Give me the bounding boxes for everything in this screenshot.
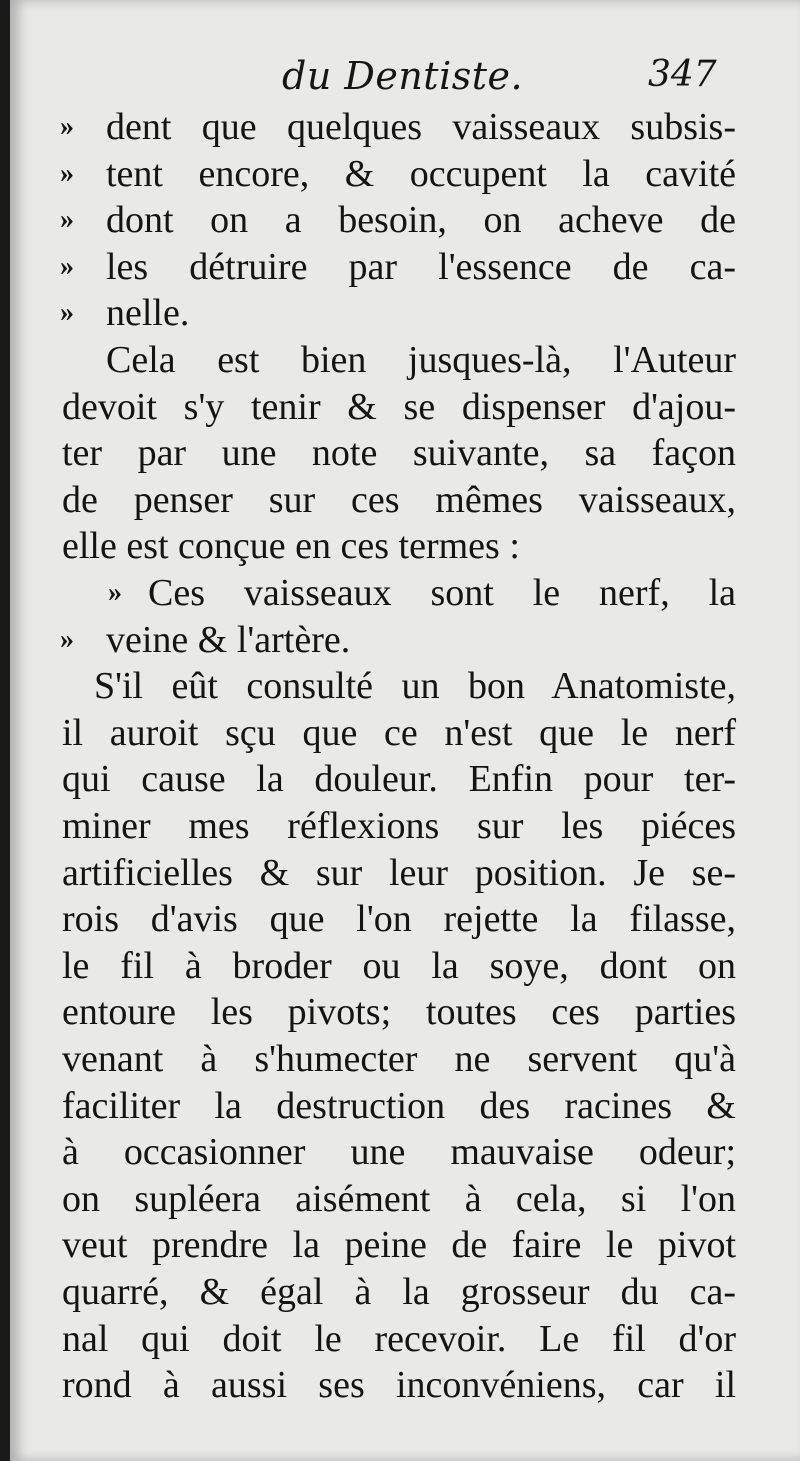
quotation-mark: » [60,204,74,236]
text-line [10,570,800,616]
text-line [10,384,800,430]
text-line [10,617,800,663]
text-line [10,197,800,243]
line-text: on supléera aisément à cela, si l'on [62,1177,736,1220]
text-line [10,1129,800,1175]
text-line [10,430,800,476]
text-line [10,477,800,523]
line-text: quarré, & égal à la grosseur du ca- [62,1271,736,1313]
text-line [10,1222,800,1268]
text-line [10,1362,800,1408]
text-line [10,1269,800,1315]
text-line [10,896,800,942]
text-line [10,244,800,290]
line-text: veine & l'artère. [106,618,351,661]
line-text: à occasionner une mauvaise odeur; [62,1131,736,1174]
text-line [10,151,800,197]
text-line [10,1316,800,1362]
line-text: rois d'avis que l'on rejette la filasse, [62,898,736,941]
text-line [10,337,800,383]
line-text: qui cause la douleur. Enfin pour ter- [62,758,736,801]
text-line [10,710,800,756]
quotation-mark: » [60,157,74,189]
text-line [10,663,800,709]
line-text: S'il eût consulté un bon Anatomiste, [94,665,736,708]
quotation-mark: » [60,623,74,655]
line-text: il auroit sçu que ce n'est que le nerf [62,711,736,754]
page-number: 347 [648,54,717,95]
line-text: Ces vaisseaux sont le nerf, la [148,572,736,614]
text-line [10,523,800,569]
line-text: Cela est bien jusques-là, l'Auteur [106,339,736,381]
line-text: ter par une note suivante, sa façon [62,432,736,475]
line-text: rond à aussi ses inconvéniens, car il [62,1364,736,1407]
line-text: le fil à broder ou la soye, dont on [62,944,736,987]
line-text: les détruire par l'essence de ca- [106,245,736,288]
running-title: du Dentiste. [282,54,524,98]
text-line [10,943,800,989]
text-line [10,756,800,802]
line-text: entoure les pivots; toutes ces parties [62,991,736,1034]
line-text: de penser sur ces mêmes vaisseaux, [62,478,736,521]
line-text: faciliter la destruction des racines & [62,1084,736,1127]
quotation-mark: » [108,577,122,608]
text-line [10,1036,800,1082]
line-text: dont on a besoin, on acheve de [106,199,736,242]
line-text: veut prendre la peine de faire le pivot [62,1224,736,1267]
line-text: nal qui doit le recevoir. Le fil d'or [62,1317,736,1360]
text-line [10,290,800,336]
line-text: elle est conçue en ces termes : [62,525,520,568]
line-text: miner mes réflexions sur les piéces [62,805,736,847]
line-text: nelle. [106,292,190,335]
text-line [10,989,800,1035]
quotation-mark: » [60,111,74,142]
book-page [10,0,800,1461]
text-line [10,104,800,150]
line-text: venant à s'humecter ne servent qu'à [62,1038,736,1080]
text-line [10,803,800,849]
quotation-mark: » [60,297,74,329]
line-text: tent encore, & occupent la cavité [106,152,736,195]
quotation-mark: » [60,250,74,282]
text-line [10,1083,800,1129]
line-text: devoit s'y tenir & se dispenser d'ajou- [62,385,736,428]
line-text: artificielles & sur leur position. Je se- [62,851,736,894]
page-header [10,52,800,102]
text-line [10,850,800,896]
text-line [10,1176,800,1222]
line-text: dent que quelques vaisseaux subsis- [106,106,736,148]
